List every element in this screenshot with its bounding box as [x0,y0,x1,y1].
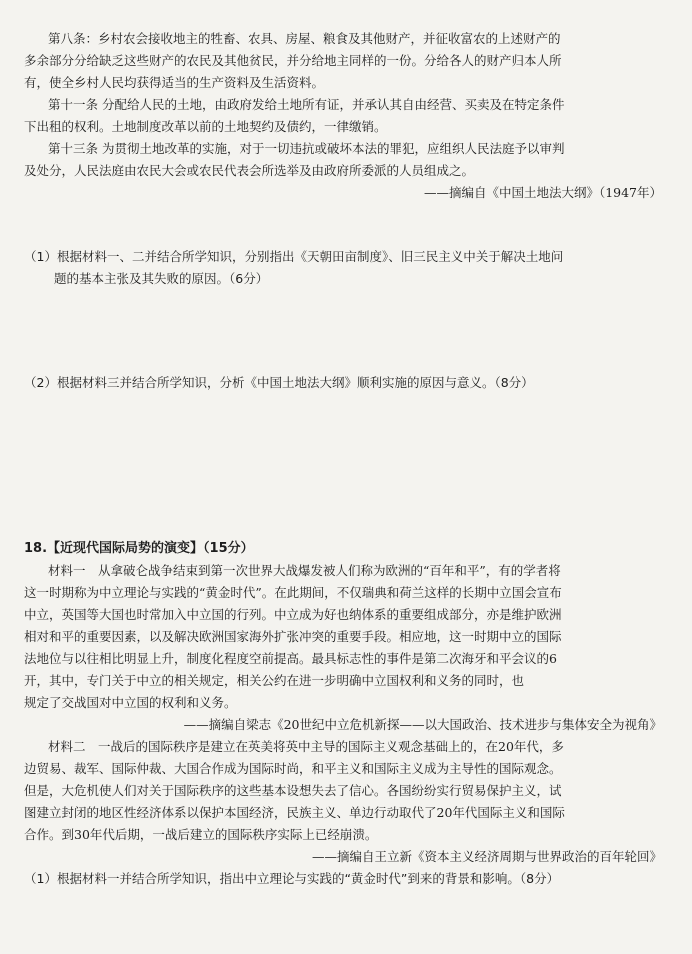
material-line: 边贸易、裁军、国际仲裁、大国合作成为国际时尚，和平主义和国际主义成为主导性的国际观念。 [24,761,562,776]
question-text: 题的基本主张及其失败的原因。（6分） [54,271,269,286]
material-line: 开，其中，专门关于中立的相关规定，相关公约在进一步明确中立国权利和义务的同时，也 [24,673,525,688]
question-17-2 [24,372,668,394]
material-one [24,560,668,736]
section-heading: 18.【近现代国际局势的演变】（15分） [24,541,254,556]
material-line: 第十三条 为贯彻土地改革的实施，对于一切违抗或破坏本法的罪犯，应组织人民法庭予以审判 [48,141,565,156]
material-line: 材料一 从拿破仑战争结束到第一次世界大战爆发被人们称为欧洲的“百年和平”，有的学者将 [48,563,561,578]
source-citation: ——摘编自王立新《资本主义经济周期与世界政治的百年轮回》 [311,849,662,864]
material-line: 有，使全乡村人民均获得适当的生产资料及生活资料。 [24,75,325,90]
question-text: （1）根据材料一、二并结合所学知识，分别指出《天朝田亩制度》、旧三民主义中关于解决土地问 [24,249,564,264]
material-line: 但是，大危机使人们对关于国际秩序的这些基本设想失去了信心。各国纷纷实行贸易保护主义，试 [24,783,562,798]
source-citation: ——摘编自《中国土地法大纲》（1947年） [423,185,662,200]
material-line: 及处分，人民法庭由农民大会或农民代表会所选举及由政府所委派的人员组成之。 [24,163,475,178]
material-line: 合作。到30年代后期，一战后建立的国际秩序实际上已经崩溃。 [24,827,378,842]
material-line: 这一时期称为中立理论与实践的“黄金时代”。在此期间，不仅瑞典和荷兰这样的长期中立国会宣布 [24,585,562,600]
material-three [24,28,668,204]
material-line: 规定了交战国对中立国的权利和义务。 [24,695,237,710]
question-18-1: （1）根据材料一并结合所学知识，指出中立理论与实践的“黄金时代”到来的背景和影响。（8分） [24,871,560,886]
material-line: 法地位与以往相比明显上升，制度化程度空前提高。最具标志性的事件是第二次海牙和平会议的6 [24,651,557,666]
material-line: 第十一条 分配给人民的土地，由政府发给土地所有证，并承认其自由经营、买卖及在特定条件 [48,97,565,112]
material-line: 图建立封闭的地区性经济体系以保护本国经济，民族主义、单边行动取代了20年代国际主义和国际 [24,805,565,820]
material-two [24,736,668,868]
question-17-1 [24,246,668,290]
source-citation: ——摘编自梁志《20世纪中立危机新探——以大国政治、技术进步与集体安全为视角》 [183,717,662,732]
section-18 [24,538,668,890]
material-line: 中立，英国等大国也时常加入中立国的行列。中立成为好也纳体系的重要组成部分，亦是维护欧洲 [24,607,562,622]
material-line: 多余部分分给缺乏这些财产的农民及其他贫民，并分给地主同样的一份。分给各人的财产归本人所 [24,53,562,68]
material-line: 下出租的权利。土地制度改革以前的土地契约及债约，一律缴销。 [24,119,387,134]
material-line: 材料二 一战后的国际秩序是建立在英美将英中主导的国际主义观念基础上的，在20年代，多 [48,739,564,754]
material-line: 第八条：乡村农会接收地主的牲畜、农具、房屋、粮食及其他财产，并征收富农的上述财产的 [48,31,561,46]
material-line: 相对和平的重要因素，以及解决欧洲国家海外扩张冲突的重要手段。相应地，这一时期中立的国际 [24,629,562,644]
question-text: （2）根据材料三并结合所学知识，分析《中国土地法大纲》顺利实施的原因与意义。（8分） [24,375,534,390]
